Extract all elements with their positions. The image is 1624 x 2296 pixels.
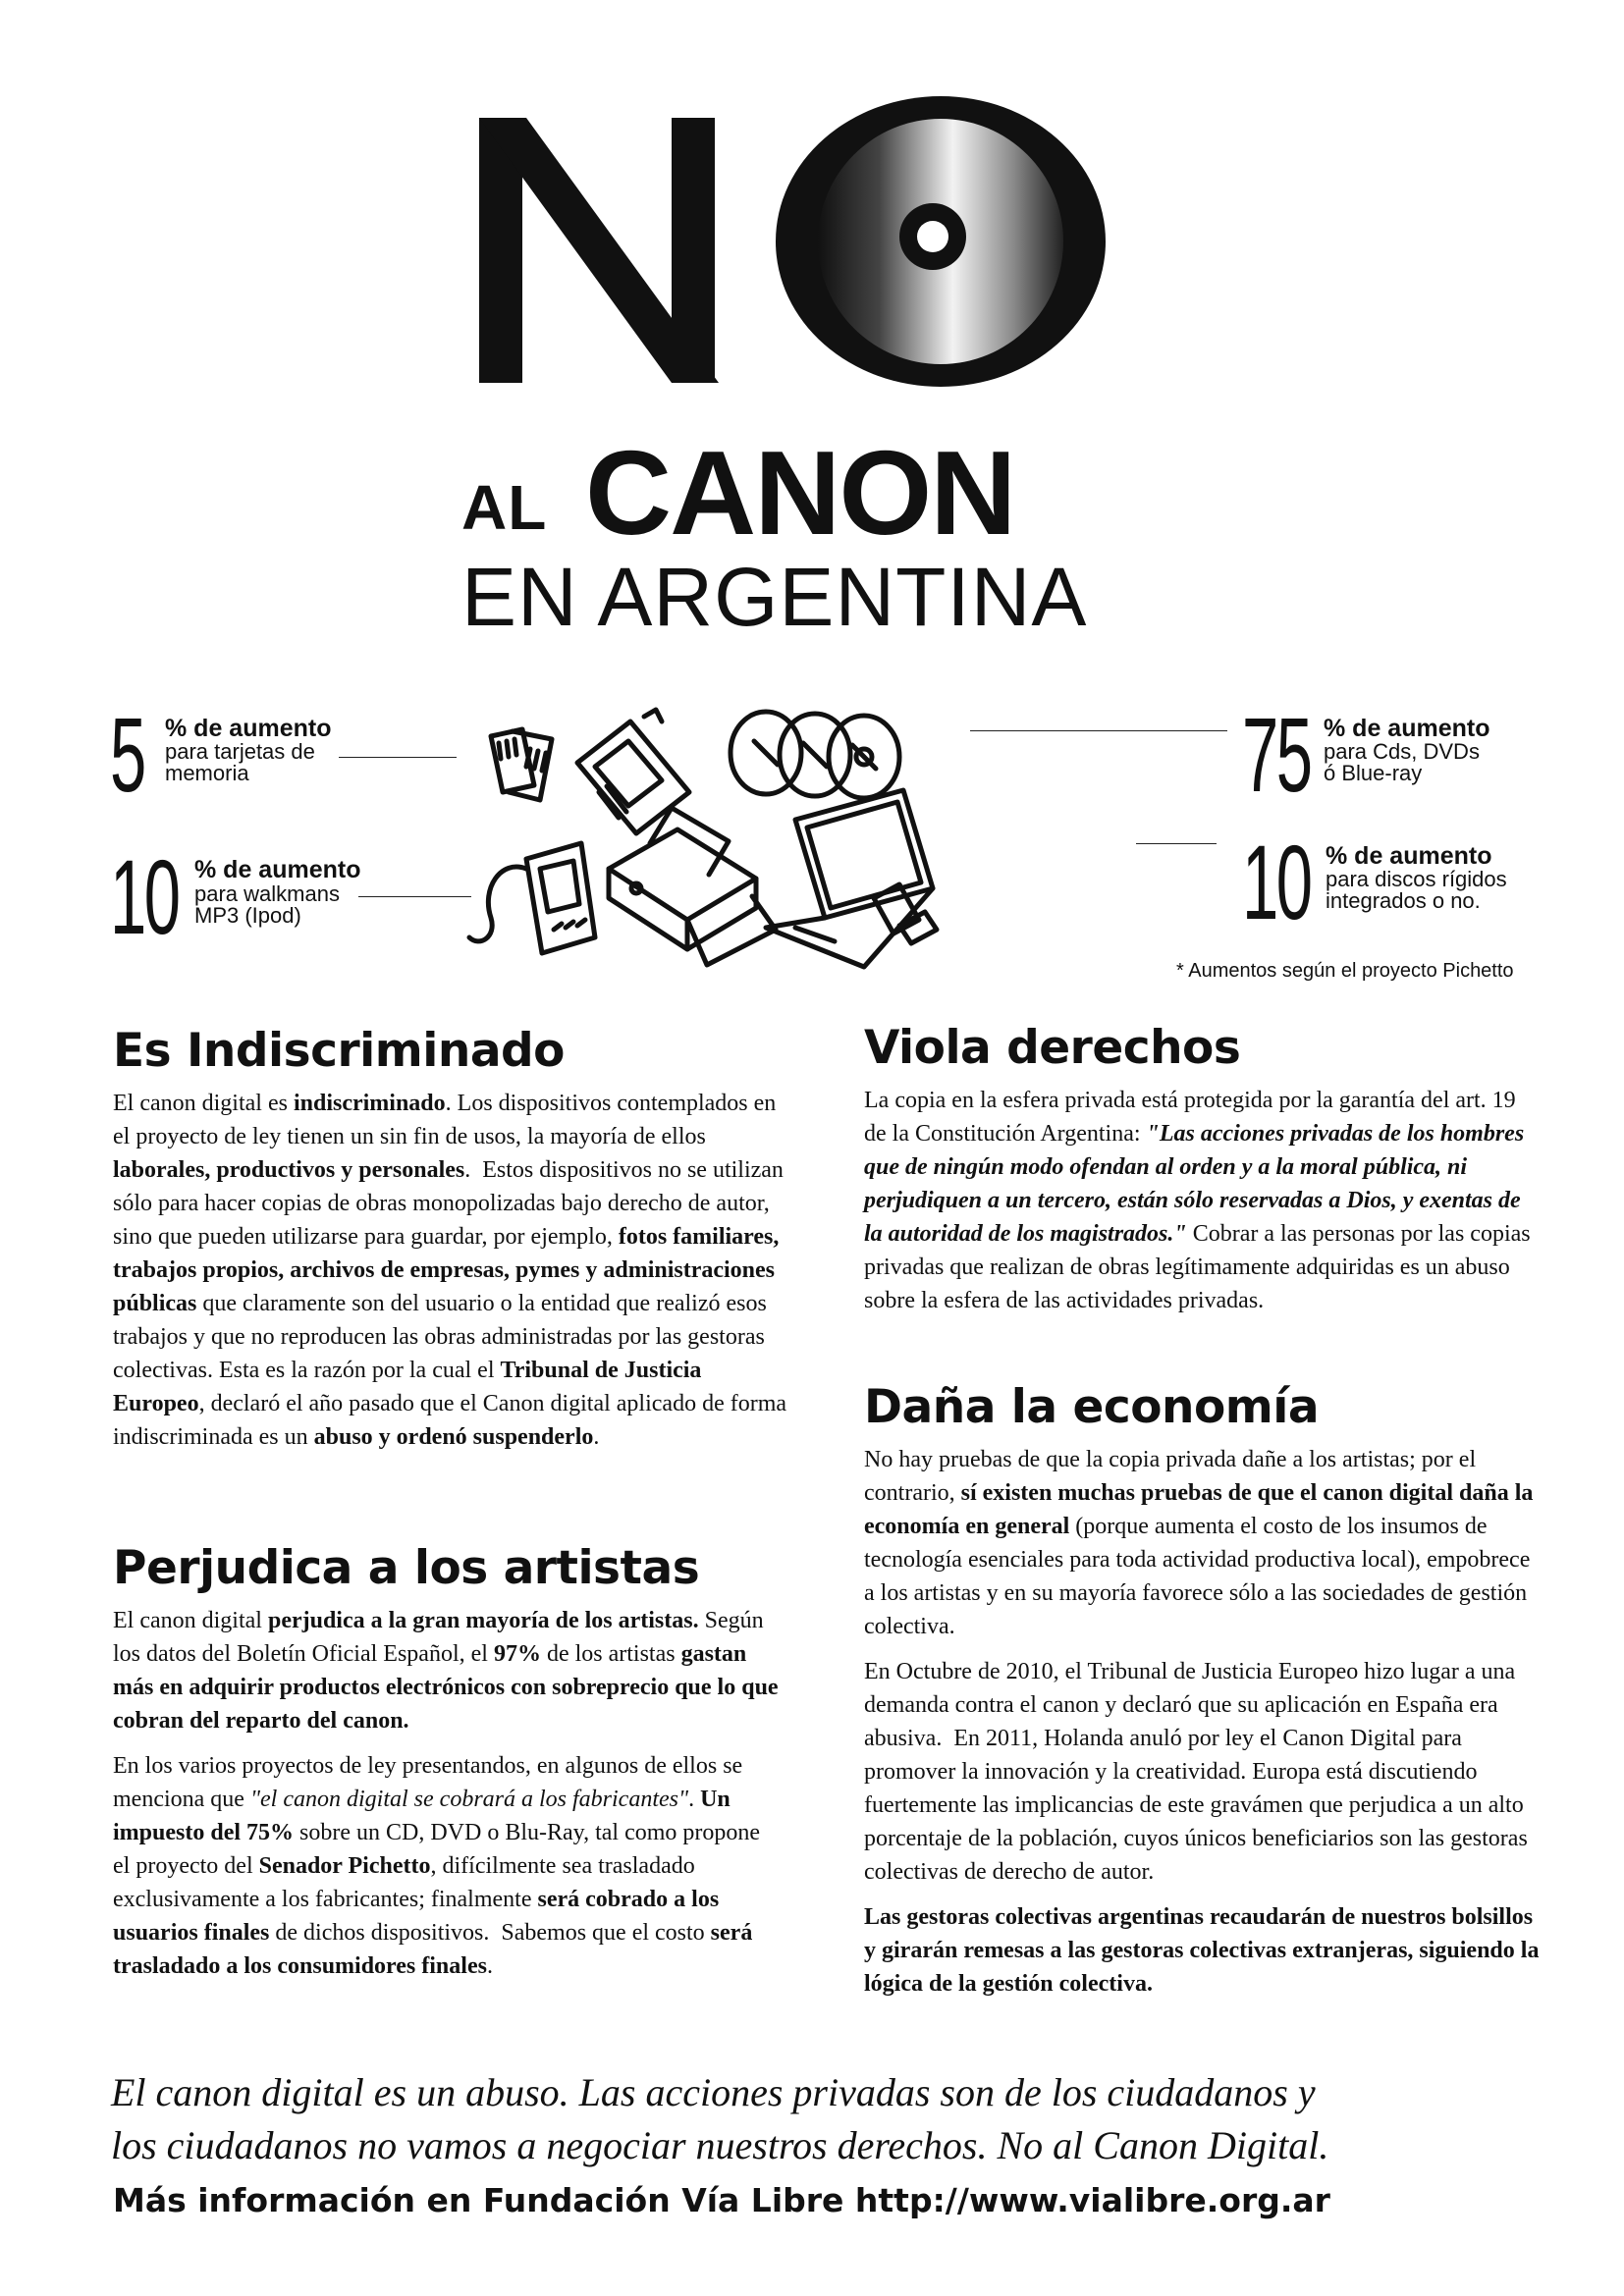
section-heading: Daña la economía (864, 1380, 1320, 1434)
leader-line (358, 896, 471, 897)
stat-headline: % de aumento (1326, 842, 1492, 870)
devices-illustration (461, 702, 972, 987)
section-derechos (864, 1023, 1542, 1317)
more-info-link[interactable]: Más información en Fundación Vía Libre http://www.vialibre.org.ar (113, 2181, 1330, 2219)
stat-description-line2: ó Blue-ray (1324, 761, 1423, 785)
closing-line-1: El canon digital es un abuso. Las acciones privadas son de los ciudadanos y (111, 2070, 1316, 2114)
leader-line (339, 757, 457, 758)
stat-number: 5 (110, 695, 144, 814)
stat-headline: % de aumento (165, 715, 332, 742)
stat-description-line2: integrados o no. (1326, 888, 1481, 913)
stat-description-line1: para discos rígidos (1326, 867, 1507, 891)
stat-number: 10 (110, 837, 179, 956)
section-artistas (113, 1543, 781, 1983)
leader-line (1136, 843, 1217, 844)
footnote: * Aumentos según el proyecto Pichetto (1176, 960, 1514, 982)
section-heading: Viola derechos (864, 1021, 1241, 1075)
section-body: Las gestoras colectivas argentinas recaudarán de nuestros bolsillos y girarán remesas a las gestoras colectivas extranjeras, siguiendo la lógica de la gestión colectiva. (864, 1903, 1540, 1997)
stat-number: 10 (1242, 823, 1311, 941)
section-economia (864, 1382, 1542, 2001)
stat-number: 75 (1242, 695, 1311, 814)
mp3-player-icon (469, 843, 595, 953)
stat-description-line1: para Cds, DVDs (1324, 739, 1480, 764)
section-body: La copia en la esfera privada está protegida por la garantía del art. 19 de la Constitución Argentina: "Las acciones privadas de los hombres que de ningún modo ofendan al orden y a la moral pública, ni perjudiquen a un tercero, están sólo reservadas a Dios, y exentas de la autoridad de los magistrados." Cobrar a las personas por las copias privadas que realizan de obras legítimamente adquiridas es un abuso sobre la esfera de las actividades privadas. (864, 1087, 1531, 1313)
closing-line-2: los ciudadanos no vamos a negociar nuestros derechos. No al Canon Digital. (111, 2123, 1329, 2167)
stat-description-line1: para tarjetas de (165, 739, 315, 764)
stat-description-line2: MP3 (Ipod) (194, 903, 301, 928)
title-al: AL (461, 472, 548, 543)
stat-description-line1: para walkmans (194, 881, 340, 906)
section-heading: Es Indiscriminado (113, 1024, 565, 1078)
section-heading: Perjudica a los artistas (113, 1541, 700, 1595)
cd-discs-icon (731, 712, 899, 798)
section-body: El canon digital perjudica a la gran mayoría de los artistas. Según los datos del Boletín Oficial Español, el 97% de los artistas gastan más en adquirir productos electrónicos con sobreprecio que lo que cobran del reparto del canon. (113, 1607, 779, 1734)
stat-description-line2: memoria (165, 761, 249, 785)
title-letter-n (461, 108, 756, 393)
section-body: El canon digital es indiscriminado. Los dispositivos contemplados en el proyecto de ley tienen un sin fin de usos, la mayoría de ellos laborales, productivos y personales. Estos dispositivos no se utilizan sólo para hacer copias de obras monopolizadas bajo derecho de autor, sino que pueden utilizarse para guardar, por ejemplo, fotos familiares, trabajos propios, archivos de empresas, pymes y administraciones públicas que claramente son del usuario o la entidad que realizó esos trabajos y que no reproducen las obras administradas por las gestoras colectivas. Esta es la razón por la cual el Tribunal de Justicia Europeo, declaró el año pasado que el Canon digital aplicado de forma indiscriminada es un abuso y ordenó suspenderlo. (113, 1090, 787, 1450)
cd-disc-logo-icon (766, 96, 1119, 410)
section-body: En los varios proyectos de ley presentandos, en algunos de ellos se menciona que "el canon digital se cobrará a los fabricantes". Un impuesto del 75% sobre un CD, DVD o Blu-Ray, tal como propone el proyecto del Senador Pichetto, difícilmente sea trasladado exclusivamente a los fabricantes; finalmente será cobrado a los usuarios finales de dichos dispositivos. Sabemos que el costo será trasladado a los consumidores finales. (113, 1752, 761, 1979)
mobile-phone-icon (577, 710, 689, 833)
title-country: EN ARGENTINA (461, 551, 1088, 643)
memory-card-icon (491, 729, 552, 800)
stat-headline: % de aumento (194, 856, 361, 883)
section-indiscriminado (113, 1024, 787, 1454)
leader-line (970, 730, 1227, 731)
section-body: En Octubre de 2010, el Tribunal de Justicia Europeo hizo lugar a una demanda contra el canon y declaró que su aplicación en España era abusiva. En 2011, Holanda anuló por ley el Canon Digital para promover la innovación y la creatividad. Europa está discutiendo fuertemente las implicancias de este gravámen que perjudica a un alto porcentaje de la población, cuyos únicos beneficiarios son las gestoras colectivas de derecho de autor. (864, 1658, 1528, 1885)
title-canon: CANON (585, 426, 1015, 560)
stat-headline: % de aumento (1324, 715, 1490, 742)
section-body: No hay pruebas de que la copia privada dañe a los artistas; por el contrario, sí existen muchas pruebas de que el canon digital daña la economía en general (porque aumenta el costo de los insumos de tecnología esenciales para toda actividad productiva local), empobrece a los artistas y en su mayoría favorece sólo a las sociedades de gestión colectiva. (864, 1446, 1534, 1639)
